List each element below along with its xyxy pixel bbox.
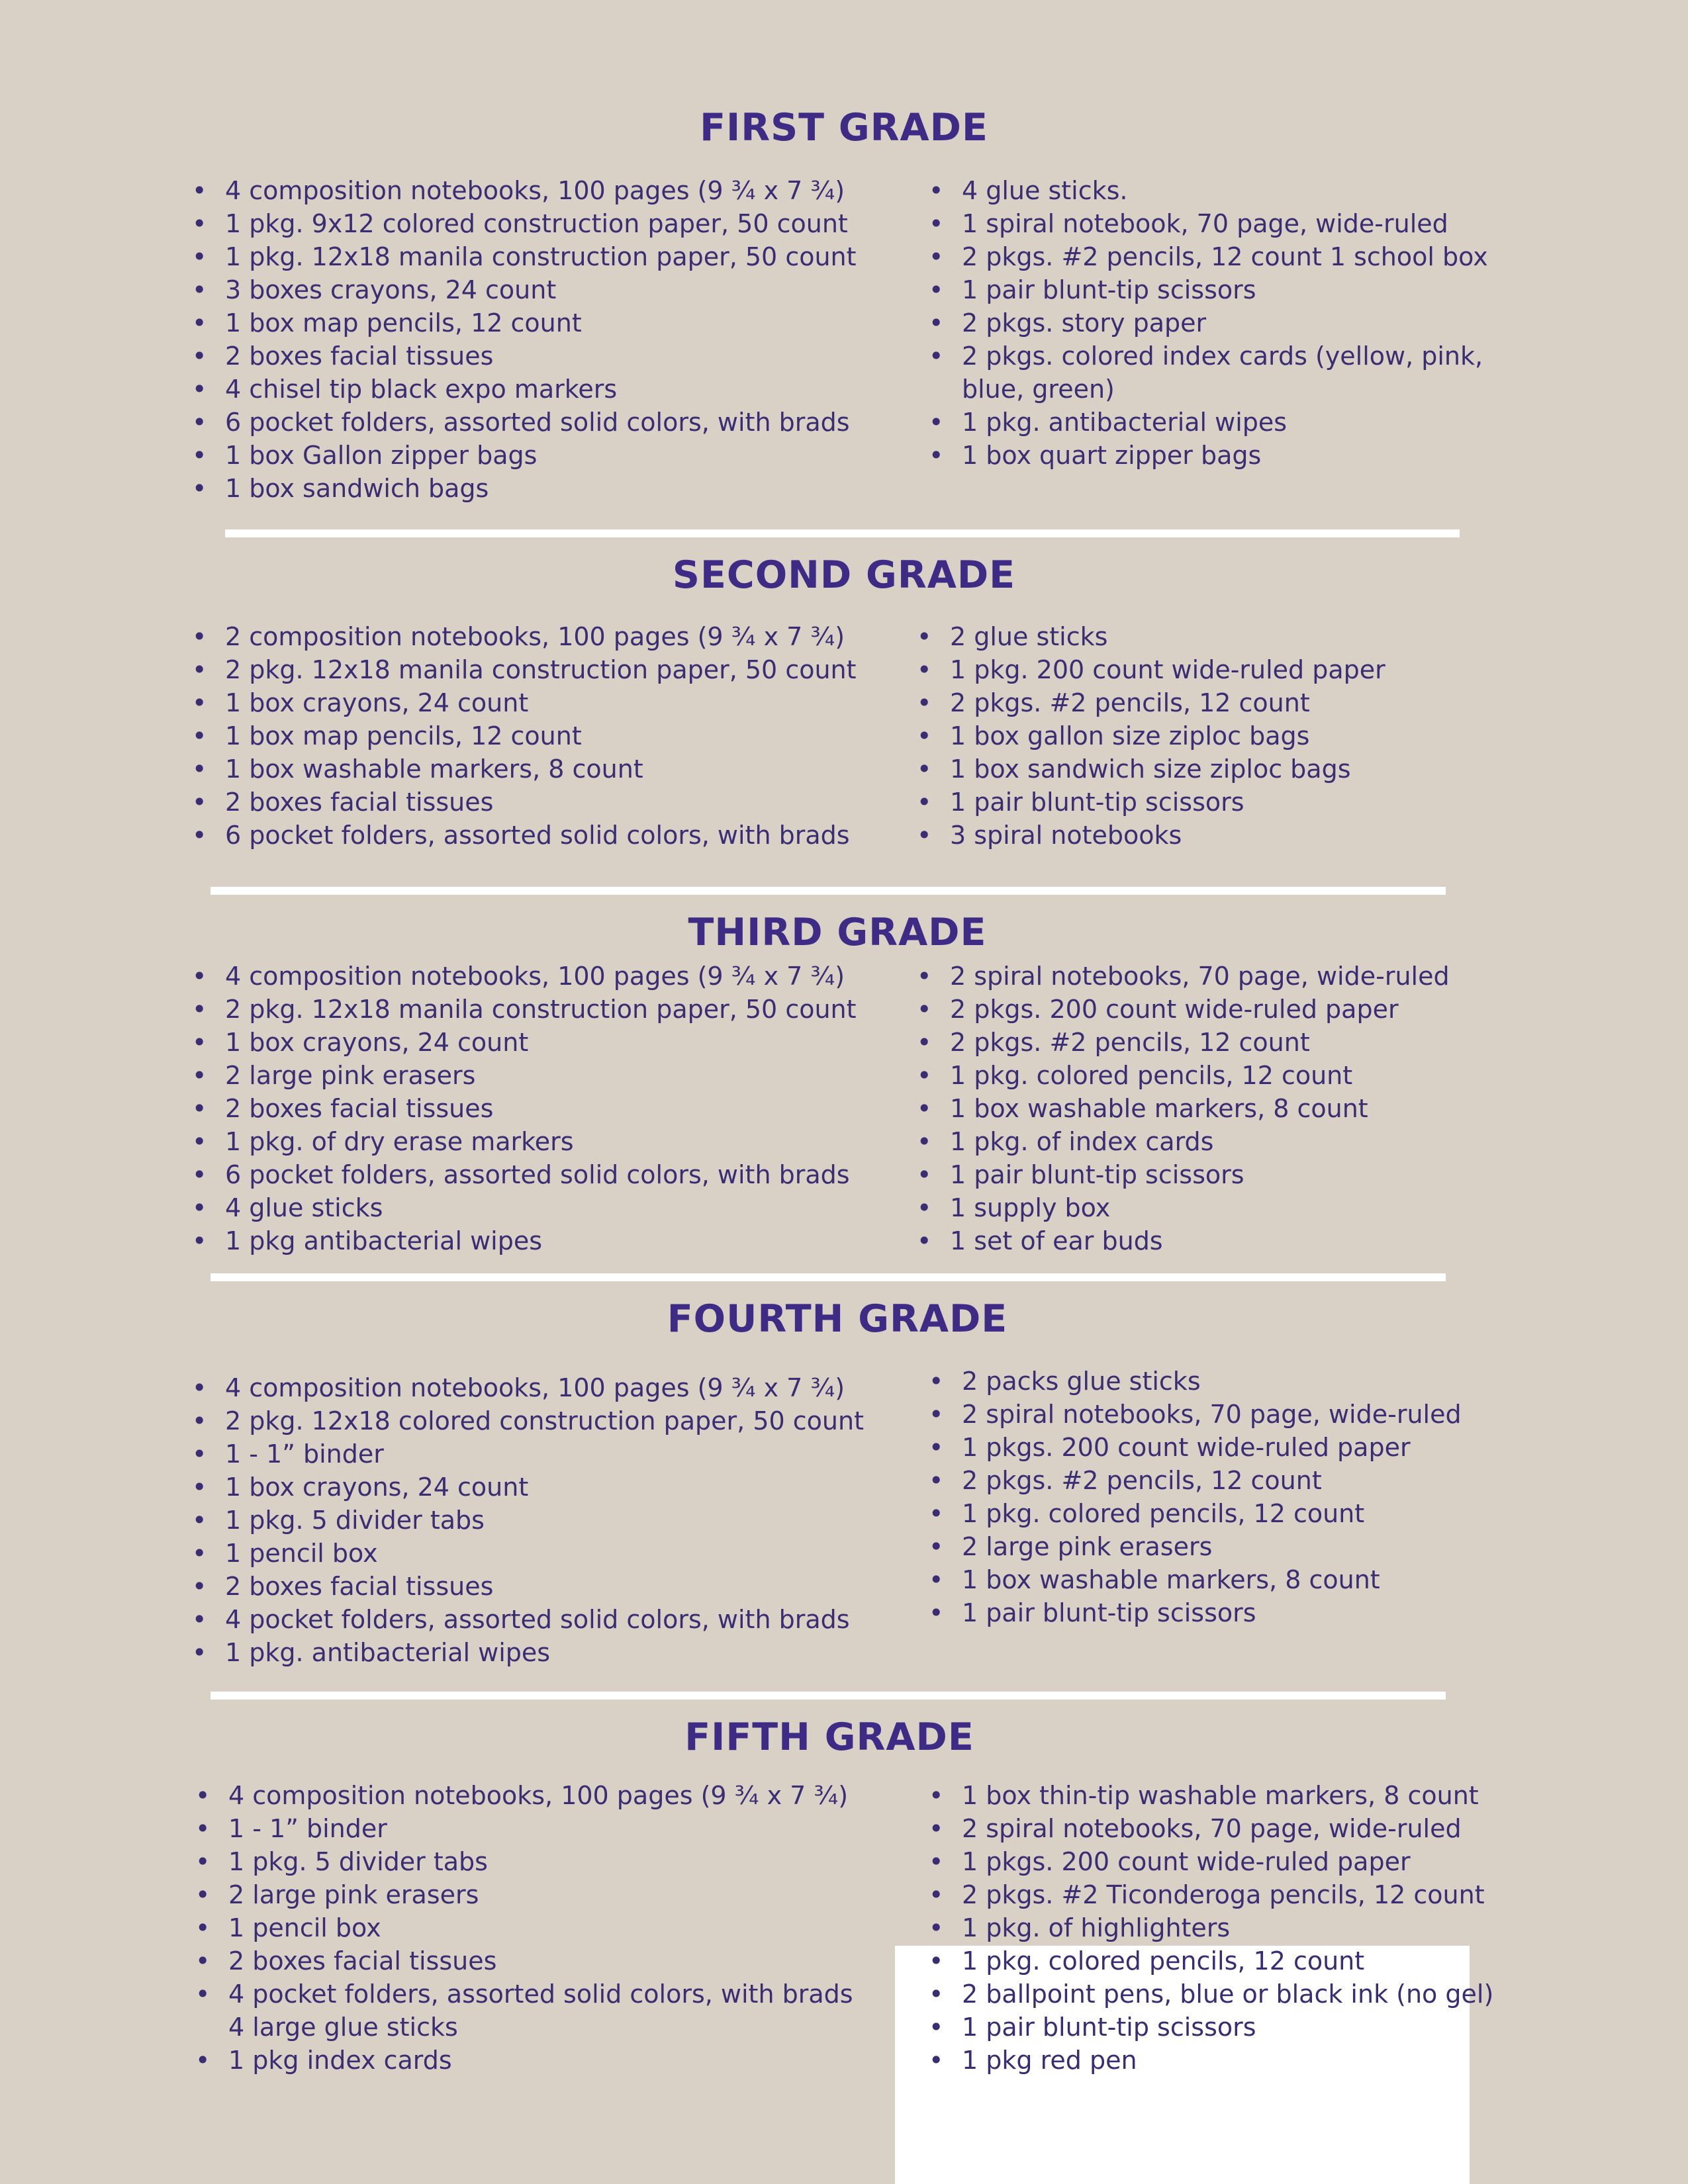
list-item: • 1 box crayons, 24 count: [192, 686, 857, 719]
list-item: • 2 large pink erasers: [195, 1878, 853, 1911]
list-item: • 1 pkg red pen: [929, 2044, 1493, 2077]
first-grade-right-list: [929, 174, 1488, 472]
list-item: • 1 pair blunt-tip scissors: [917, 1158, 1450, 1191]
list-item: • 1 pkg. 5 divider tabs: [192, 1504, 864, 1537]
list-item: • 1 pkg. 200 count wide-ruled paper: [917, 653, 1385, 686]
section-divider: [211, 1692, 1446, 1700]
list-item: • 3 boxes crayons, 24 count: [192, 273, 857, 306]
list-item: • 2 spiral notebooks, 70 page, wide-ruled: [917, 960, 1450, 993]
list-item: • 1 pkg. colored pencils, 12 count: [929, 1497, 1462, 1530]
list-item: • 4 glue sticks.: [929, 174, 1488, 207]
list-item: • 1 pkgs. 200 count wide-ruled paper: [929, 1431, 1462, 1464]
list-item: • 1 box gallon size ziploc bags: [917, 719, 1385, 752]
list-item: • 4 pocket folders, assorted solid colors, with brads: [192, 1603, 864, 1636]
list-item: • 1 pair blunt-tip scissors: [929, 2011, 1493, 2044]
fourth-grade-right-list: [929, 1365, 1462, 1629]
list-item: • 1 pencil box: [195, 1911, 853, 1944]
list-item: • 1 pkg. antibacterial wipes: [929, 406, 1488, 439]
list-item: • 1 pkg index cards: [195, 2044, 853, 2077]
list-item: • 2 large pink erasers: [192, 1059, 857, 1092]
list-item: • 2 glue sticks: [917, 620, 1385, 653]
list-item: • 1 box sandwich size ziploc bags: [917, 752, 1385, 786]
list-item: • 1 supply box: [917, 1191, 1450, 1224]
second-grade-right-list: [917, 620, 1385, 852]
second-grade-left-list: [192, 620, 857, 852]
list-item: • 1 box washable markers, 8 count: [192, 752, 857, 786]
list-item: • 4 composition notebooks, 100 pages (9 ¾ x 7 ¾): [195, 1779, 853, 1812]
list-item: • 1 pkgs. 200 count wide-ruled paper: [929, 1845, 1493, 1878]
list-item: • 2 boxes facial tissues: [192, 786, 857, 819]
list-item: • 2 ballpoint pens, blue or black ink (no gel): [929, 1978, 1493, 2011]
first-grade-heading: FIRST GRADE: [700, 106, 988, 150]
list-item: • 1 box thin-tip washable markers, 8 count: [929, 1779, 1493, 1812]
list-item: • 1 pencil box: [192, 1537, 864, 1570]
list-item: • 2 pkgs. #2 pencils, 12 count: [917, 1026, 1450, 1059]
list-item: • 2 pkgs. #2 pencils, 12 count: [917, 686, 1385, 719]
third-grade-heading: THIRD GRADE: [688, 911, 987, 954]
list-item: • 2 boxes facial tissues: [195, 1944, 853, 1978]
list-item: • 4 composition notebooks, 100 pages (9 ¾ x 7 ¾): [192, 174, 857, 207]
list-item-continuation: 4 large glue sticks: [228, 2013, 458, 2042]
list-item: • 2 packs glue sticks: [929, 1365, 1462, 1398]
list-item: • 2 pkgs. #2 pencils, 12 count 1 school box: [929, 240, 1488, 273]
list-item: • 1 pkg antibacterial wipes: [192, 1224, 857, 1257]
list-item: • 1 box Gallon zipper bags: [192, 439, 857, 472]
list-item: • 1 spiral notebook, 70 page, wide-ruled: [929, 207, 1488, 240]
list-item: • 2 large pink erasers: [929, 1530, 1462, 1563]
list-item: • 1 box washable markers, 8 count: [917, 1092, 1450, 1125]
list-item: • 1 set of ear buds: [917, 1224, 1450, 1257]
list-item: • 2 spiral notebooks, 70 page, wide-ruled: [929, 1812, 1493, 1845]
list-item: • 1 box map pencils, 12 count: [192, 719, 857, 752]
fourth-grade-left-list: [192, 1371, 864, 1669]
list-item: • 4 pocket folders, assorted solid colors, with brads: [195, 1978, 853, 2011]
list-item: • 1 pair blunt-tip scissors: [929, 1596, 1462, 1629]
list-item: • 2 pkgs. 200 count wide-ruled paper: [917, 993, 1450, 1026]
list-item: • 6 pocket folders, assorted solid colors, with brads: [192, 1158, 857, 1191]
list-item: • 1 box crayons, 24 count: [192, 1471, 864, 1504]
first-grade-left-list: [192, 174, 857, 505]
list-item: • 2 pkgs. #2 pencils, 12 count: [929, 1464, 1462, 1497]
list-item: • 3 spiral notebooks: [917, 819, 1385, 852]
list-item: • 1 pkg. 9x12 colored construction paper, 50 count: [192, 207, 857, 240]
second-grade-heading: SECOND GRADE: [672, 553, 1016, 597]
section-divider: [211, 887, 1446, 895]
list-item: • 2 pkgs. story paper: [929, 306, 1488, 340]
list-item: • 4 composition notebooks, 100 pages (9 ¾ x 7 ¾): [192, 960, 857, 993]
list-item: • 1 pkg. antibacterial wipes: [192, 1636, 864, 1669]
list-item: • 1 pkg. of index cards: [917, 1125, 1450, 1158]
list-item: • 4 glue sticks: [192, 1191, 857, 1224]
list-item: • 1 pair blunt-tip scissors: [917, 786, 1385, 819]
list-item: • 2 boxes facial tissues: [192, 340, 857, 373]
list-item: • 1 box map pencils, 12 count: [192, 306, 857, 340]
list-item: • 1 box washable markers, 8 count: [929, 1563, 1462, 1596]
list-item: • 1 box quart zipper bags: [929, 439, 1488, 472]
list-item: • 1 pkg. colored pencils, 12 count: [929, 1944, 1493, 1978]
list-item: • 1 pkg. 12x18 manila construction paper, 50 count: [192, 240, 857, 273]
list-item: • 2 boxes facial tissues: [192, 1570, 864, 1603]
list-item: • 6 pocket folders, assorted solid colors, with brads: [192, 819, 857, 852]
list-item: • 1 pair blunt-tip scissors: [929, 273, 1488, 306]
section-divider: [211, 1273, 1446, 1281]
third-grade-right-list: [917, 960, 1450, 1257]
fifth-grade-right-list: [929, 1779, 1493, 2077]
list-item: • 2 pkg. 12x18 manila construction paper, 50 count: [192, 993, 857, 1026]
list-item: • 1 pkg. of dry erase markers: [192, 1125, 857, 1158]
list-item: • 1 pkg. colored pencils, 12 count: [917, 1059, 1450, 1092]
fifth-grade-left-list: [195, 1779, 853, 2077]
list-item: • 2 spiral notebooks, 70 page, wide-ruled: [929, 1398, 1462, 1431]
list-item: • 4 chisel tip black expo markers: [192, 373, 857, 406]
list-item: • 1 box sandwich bags: [192, 472, 857, 505]
list-item: • 4 composition notebooks, 100 pages (9 ¾ x 7 ¾): [192, 1371, 864, 1404]
list-item-continuation: blue, green): [962, 375, 1115, 404]
list-item: • 2 composition notebooks, 100 pages (9 ¾ x 7 ¾): [192, 620, 857, 653]
list-item: • 2 pkgs. colored index cards (yellow, pink,: [929, 340, 1488, 373]
fifth-grade-heading: FIFTH GRADE: [684, 1715, 974, 1759]
section-divider: [225, 529, 1460, 537]
list-item: • 2 pkg. 12x18 colored construction paper, 50 count: [192, 1404, 864, 1437]
list-item: • 1 pkg. 5 divider tabs: [195, 1845, 853, 1878]
list-item: • 2 pkgs. #2 Ticonderoga pencils, 12 count: [929, 1878, 1493, 1911]
list-item: • 2 boxes facial tissues: [192, 1092, 857, 1125]
list-item: • 1 - 1” binder: [195, 1812, 853, 1845]
list-item: • 2 pkg. 12x18 manila construction paper, 50 count: [192, 653, 857, 686]
fourth-grade-heading: FOURTH GRADE: [667, 1297, 1008, 1341]
list-item: • 1 pkg. of highlighters: [929, 1911, 1493, 1944]
list-item: • 6 pocket folders, assorted solid colors, with brads: [192, 406, 857, 439]
third-grade-left-list: [192, 960, 857, 1257]
list-item: • 1 box crayons, 24 count: [192, 1026, 857, 1059]
list-item: • 1 - 1” binder: [192, 1437, 864, 1471]
